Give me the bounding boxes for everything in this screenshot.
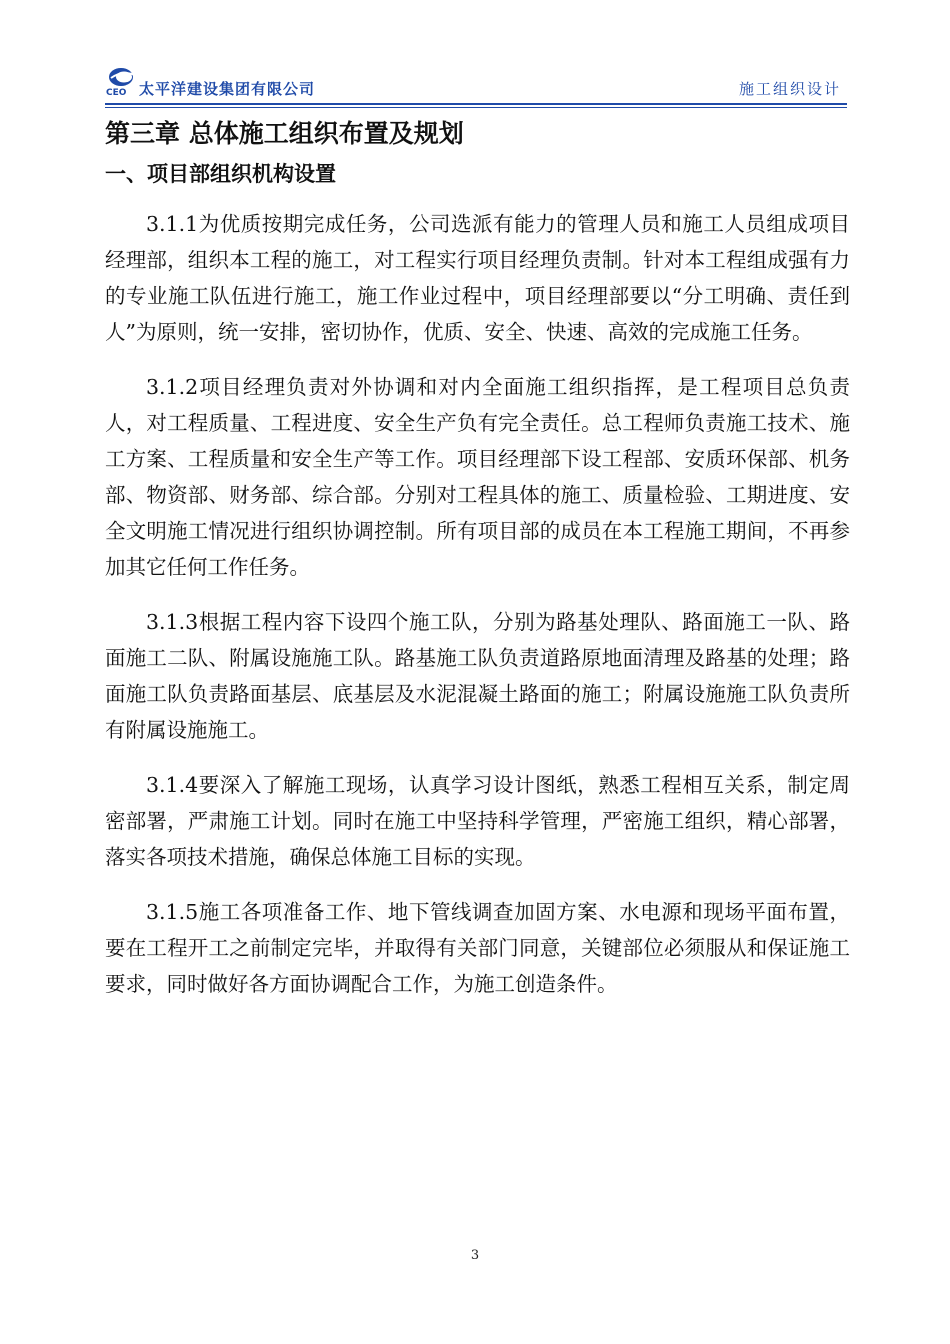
paragraph-3-1-3: 3.1.3根据工程内容下设四个施工队，分别为路基处理队、路面施工一队、路面施工二队、附属设施施工队。路基施工队负责道路原地面清理及路基的处理；路面施工队负责路面基层、底基层及水泥混凝土路面的施工；附属设施施工队负责所有附属设施施工。 <box>105 610 850 742</box>
document-body <box>105 112 850 1021</box>
paragraph-3-1-1: 3.1.1为优质按期完成任务，公司选派有能力的管理人员和施工人员组成项目经理部，组织本工程的施工，对工程实行项目经理负责制。针对本工程组成强有力的专业施工队伍进行施工，施工作业过程中，项目经理部要以“分工明确、责任到人”为原则，统一安排，密切协作，优质、安全、快速、高效的完成施工任务。 <box>105 212 850 344</box>
section-title: 一、项目部组织机构设置 <box>105 161 336 186</box>
paragraph-3-1-4: 3.1.4要深入了解施工现场，认真学习设计图纸，熟悉工程相互关系，制定周密部署，严肃施工计划。同时在施工中坚持科学管理，严密施工组织，精心部署，落实各项技术措施，确保总体施工目标的实现。 <box>105 773 850 869</box>
page-header <box>105 66 847 102</box>
header-divider <box>105 103 847 108</box>
paragraph-3-1-2: 3.1.2项目经理负责对外协调和对内全面施工组织指挥，是工程项目总负责人，对工程质量、工程进度、安全生产负有完全责任。总工程师负责施工技术、施工方案、工程质量和安全生产等工作。项目经理部下设工程部、安质环保部、机务部、物资部、财务部、综合部。分别对工程具体的施工、质量检验、工期进度、安全文明施工情况进行组织协调控制。所有项目部的成员在本工程施工期间，不再参加其它任何工作任务。 <box>105 375 850 579</box>
company-logo-icon <box>105 66 139 96</box>
chapter-title: 第三章 总体施工组织布置及规划 <box>105 119 464 148</box>
page-number: 3 <box>470 1248 480 1263</box>
logo-text: CEO <box>106 88 127 96</box>
paragraph-3-1-5: 3.1.5施工各项准备工作、地下管线调查加固方案、水电源和现场平面布置，要在工程开工之前制定完毕，并取得有关部门同意，关键部位必须服从和保证施工要求，同时做好各方面协调配合工作，为施工创造条件。 <box>105 900 850 996</box>
company-name: 太平洋建设集团有限公司 <box>139 80 316 98</box>
document-name: 施工组织设计 <box>738 80 841 98</box>
